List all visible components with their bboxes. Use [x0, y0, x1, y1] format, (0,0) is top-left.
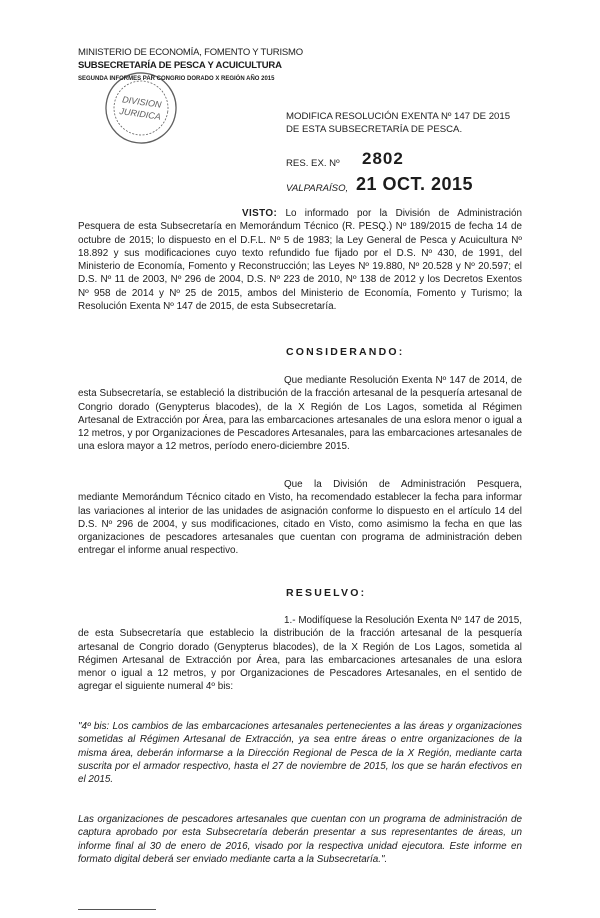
seal-text-division: DIVISION [121, 94, 163, 110]
visto-paragraph [78, 207, 522, 313]
resolution-date: 21 OCT. 2015 [356, 174, 474, 194]
place-label: VALPARAÍSO, [286, 183, 349, 194]
quoted-article-4bis: "4º bis: Los cambios de las embarcaciones artesanales pertenecientes a las áreas y organizaciones sometidas al Régimen Artesanal de Extracción, ya sea entre áreas o entre organizaciones de la misma área, deberán informarse a la Dirección Regional de Pesca de la X Región, mediante carta suscrita por el armador respectivo, hasta el 27 de noviembre de 2015, los que se harán efectivos en el 2015. [78, 721, 522, 786]
visto-heading: VISTO: [242, 208, 278, 219]
resolution-label: RES. EX. Nº [286, 158, 340, 169]
resuelvo-heading: RESUELVO: [286, 587, 367, 599]
visto-text: Lo informado por la División de Administración Pesquera de esta Subsecretaría en Memorándum Técnico (R. PESQ.) Nº 189/2015 de fecha 14 de octubre de 2015; lo dispuesto en el D.F.L. Nº 5 de 1983; la Ley General de Pesca y Acuicultura Nº 18.892 y sus modificaciones cuyo texto refundido fue fijado por el D.S. Nº 430, de 1991, del Ministerio de Economía, Fomento y Reconstrucción; las Leyes Nº 19.880, Nº 20.528 y Nº 20.597; el D.S. Nº 11 de 2003, Nº 296 de 2004, D.S. Nº 223 de 2010, Nº 138 de 2012 y los Decretos Exentos Nº 958 de 2014 y Nº 25 de 2015, ambos del Ministerio de Economía, Fomento y Turismo; la Resolución Exenta Nº 147 de 2015, de esta Subsecretaría. [78, 208, 522, 313]
resuelvo-article-1: 1.- Modifíquese la Resolución Exenta Nº 147 de 2015, de esta Subsecretaría que establecio la distribución de la fracción artesanal de la pesquería artesanal de Congrio dorado (Genypterus blacodes), de la X Región de Los Lagos, sometida al Régimen Artesanal de Extracción por Área, para las embarcaciones artesanales de una eslora menor o igual a 12 metros, y por Organizaciones de Pescadores Artesanales, en el sentido de agregar el siguiente numeral 4º bis: [78, 615, 522, 693]
footnote-divider [78, 909, 156, 910]
considerando-paragraph-2: Que la División de Administración Pesquera, mediante Memorándum Técnico citado en Visto, ha recomendado establecer la fecha para informar las variaciones al interior de las unidades de asignación conforme lo dispuesto en el artículo 14 del D.S. Nº 296 de 2004, y sus modificaciones, citado en Visto, como asimismo la fecha en que las organizaciones de pescadores artesanales que cuentan con programa de administración deben entregar el informe anual respectivo. [78, 479, 522, 557]
considerando-heading: CONSIDERANDO: [286, 346, 405, 358]
quoted-article-4bis-paragraph-2: Las organizaciones de pescadores artesanales que cuentan con un programa de administración de captura aprobado por esta Subsecretaría deberán presentar a sus representantes de áreas, un informe final al 30 de enero de 2016, visado por la respectiva unidad ejecutora. Este informe en formato digital deberá ser enviado mediante carta a la Subsecretaría.". [78, 814, 522, 865]
ministry-name: MINISTERIO DE ECONOMÍA, FOMENTO Y TURISMO [78, 47, 303, 58]
division-juridica-seal [103, 70, 179, 146]
resolution-reference: MODIFICA RESOLUCIÓN EXENTA Nº 147 DE 2015 DE ESTA SUBSECRETARÍA DE PESCA. [286, 111, 511, 135]
seal-text-juridica: JURIDICA [118, 106, 162, 122]
undersecretariat-name: SUBSECRETARÍA DE PESCA Y ACUICULTURA [78, 60, 282, 71]
considerando-paragraph-1: Que mediante Resolución Exenta Nº 147 de 2014, de esta Subsecretaría, se estableció la distribución de la fracción artesanal de la pesquería artesanal de Congrio dorado (Genypterus blacodes), de la X Región de Los Lagos, sometida al Régimen Artesanal de Extracción por Área, para las embarcaciones artesanales de una eslora menor o igual a 12 metros, y por Organizaciones de Pescadores Artesanales, para las embarcaciones artesanales de una eslora mayor a 12 metros, período enero-diciembre 2015. [78, 375, 522, 453]
resolution-number: 2802 [362, 149, 404, 168]
document-subject-code: SEGUNDA INFORMES PAR CONGRIO DORADO X REGIÓN AÑO 2015 [78, 76, 275, 82]
